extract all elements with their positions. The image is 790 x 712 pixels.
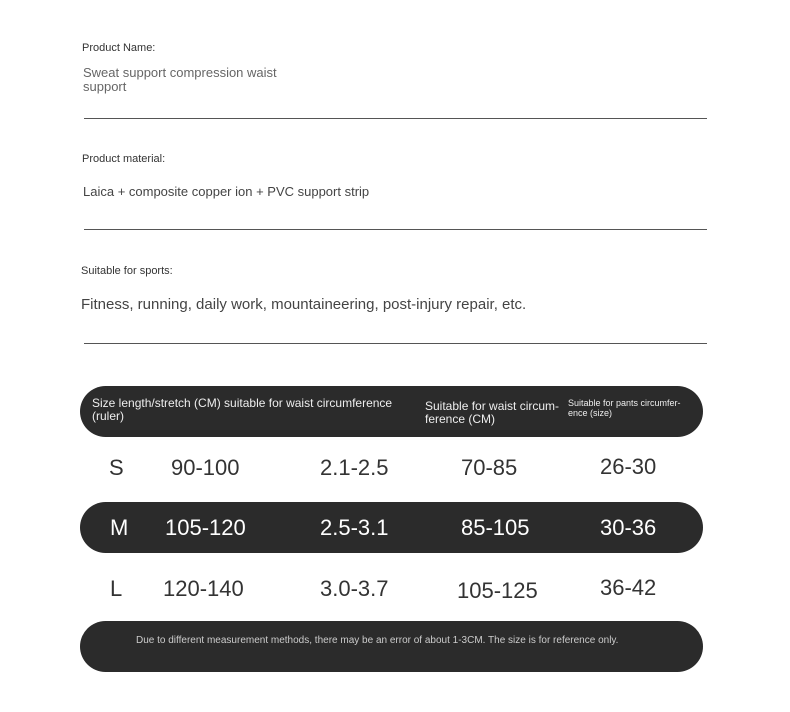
sports-value: Fitness, running, daily work, mountaineering, post-injury repair, etc. [81, 296, 527, 313]
header-waist-cm: Suitable for waist circum-ference (CM) [425, 399, 560, 427]
ruler-cell: 3.0-3.7 [320, 576, 389, 601]
size-table-header [80, 386, 703, 437]
ruler-cell: 2.5-3.1 [320, 515, 389, 540]
length-cell: 105-120 [165, 515, 246, 540]
length-cell: 120-140 [163, 576, 244, 601]
divider [84, 229, 707, 230]
size-cell: M [110, 515, 129, 540]
header-length-ruler: Size length/stretch (CM) suitable for waist circumference (ruler) [92, 396, 393, 424]
divider [84, 118, 707, 119]
product-material-value: Laica + composite copper ion + PVC support strip [83, 184, 370, 199]
product-material-label: Product material: [82, 153, 166, 165]
size-cell: L [110, 576, 123, 601]
size-note-text: Due to different measurement methods, there may be an error of about 1-3CM. The size is for reference only. [136, 635, 619, 646]
divider [84, 343, 707, 344]
pants-cell: 30-36 [600, 515, 657, 540]
length-cell: 90-100 [171, 455, 240, 480]
waist-cm-cell: 85-105 [461, 515, 530, 540]
ruler-cell: 2.1-2.5 [320, 455, 389, 480]
header-pants: Suitable for pants circumfer-ence (size) [568, 398, 681, 418]
size-note-banner [80, 621, 703, 672]
pants-cell: 36-42 [600, 575, 657, 600]
size-cell: S [109, 455, 124, 480]
table-row-highlighted [80, 502, 703, 553]
product-name-label: Product Name: [82, 42, 156, 54]
waist-cm-cell: 105-125 [457, 578, 538, 603]
waist-cm-cell: 70-85 [461, 455, 518, 480]
product-name-value: Sweat support compression waist support [83, 65, 277, 94]
sports-label: Suitable for sports: [81, 265, 173, 277]
pants-cell: 26-30 [600, 454, 657, 479]
